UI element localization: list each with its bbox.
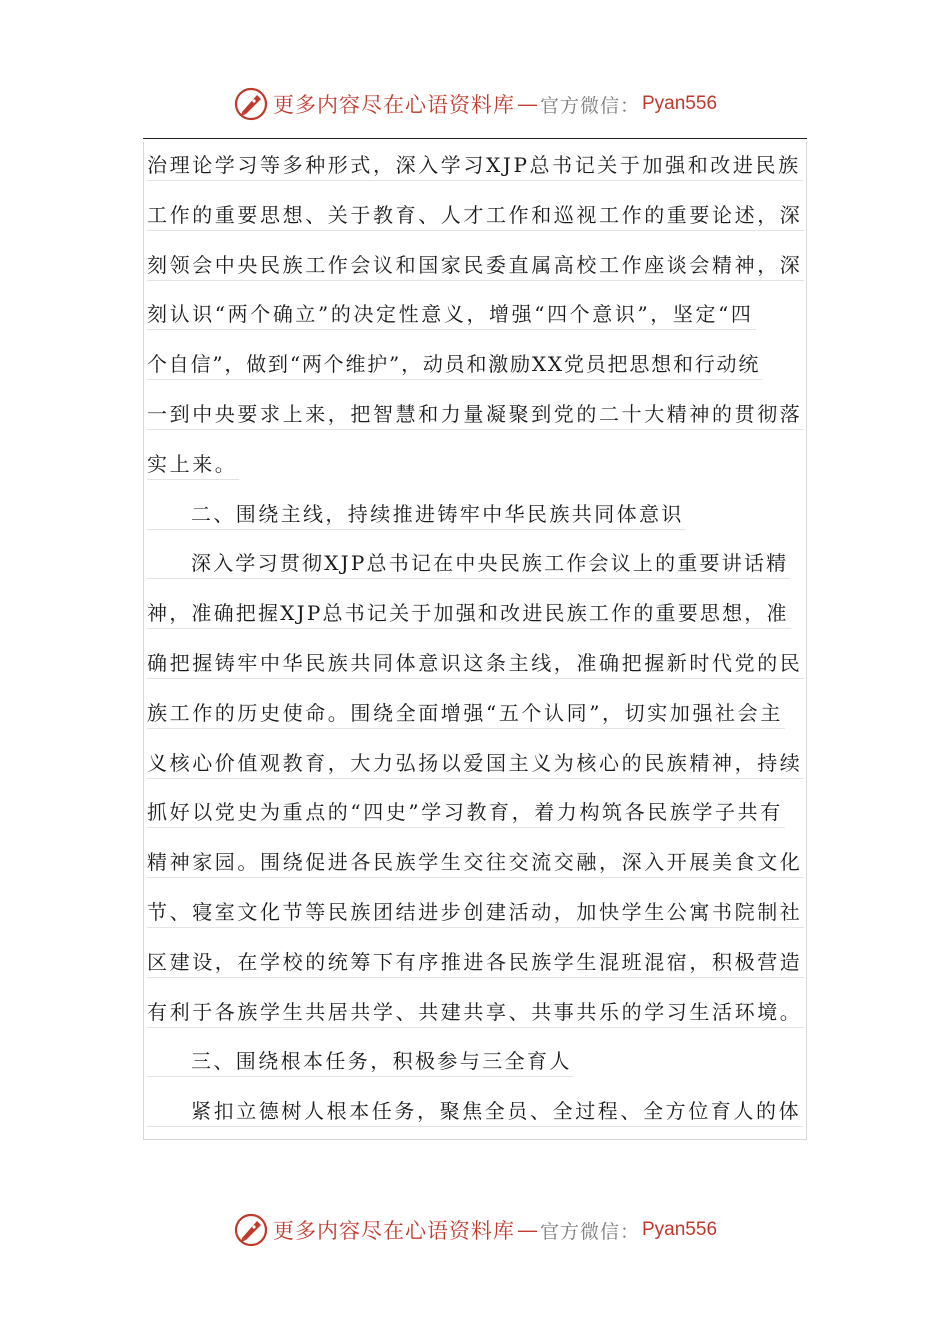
text-line: 精神家园。围绕促进各民族学生交往交流交融，深入开展美食文化	[147, 847, 803, 897]
section-heading-2: 二、围绕主线，持续推进铸牢中华民族共同体意识	[147, 499, 803, 549]
text-line: 刻认识“两个确立”的决定性意义，增强“四个意识”，坚定“四	[147, 299, 803, 349]
text-line: 神，准确把握XJP总书记关于加强和改进民族工作的重要思想，准	[147, 598, 803, 648]
text-line: 区建设，在学校的统筹下有序推进各民族学生混班混宿，积极营造	[147, 947, 803, 997]
text-line: 治理论学习等多种形式，深入学习XJP总书记关于加强和改进民族	[147, 150, 803, 200]
section-heading-3: 三、围绕根本任务，积极参与三全育人	[147, 1046, 803, 1096]
pen-nib-logo-icon	[233, 1212, 269, 1248]
banner-slogan: 更多内容尽在心语资料库	[272, 1219, 515, 1243]
banner-slogan: 更多内容尽在心语资料库	[272, 93, 515, 117]
text-line: 紧扣立德树人根本任务，聚焦全员、全过程、全方位育人的体	[147, 1096, 803, 1146]
text-line: 有利于各族学生共居共学、共建共享、共事共乐的学习生活环境。	[147, 997, 803, 1047]
banner-dash: —	[516, 92, 538, 116]
text-line: 刻领会中央民族工作会议和国家民委直属高校工作座谈会精神，深	[147, 250, 803, 300]
text-line: 深入学习贯彻XJP总书记在中央民族工作会议上的重要讲话精	[147, 548, 803, 598]
header-rule	[143, 138, 807, 139]
text-line: 一到中央要求上来，把智慧和力量凝聚到党的二十大精神的贯彻落	[147, 399, 803, 449]
text-line: 族工作的历史使命。围绕全面增强“五个认同”，切实加强社会主	[147, 698, 803, 748]
banner-wechat-id: Pyan556	[642, 93, 718, 114]
text-line: 节、寝室文化节等民族团结进步创建活动，加快学生公寓书院制社	[147, 897, 803, 947]
footer-banner	[0, 1206, 950, 1254]
text-line: 义核心价值观教育，大力弘扬以爱国主义为核心的民族精神，持续	[147, 748, 803, 798]
banner-wechat-id: Pyan556	[642, 1219, 718, 1240]
header-banner	[0, 80, 950, 128]
banner-wechat-label: 官方微信：	[539, 94, 640, 117]
pen-nib-logo-icon	[233, 86, 269, 122]
text-line: 抓好以党史为重点的“四史”学习教育，着力构筑各民族学子共有	[147, 797, 803, 847]
text-line: 实上来。	[147, 449, 803, 499]
text-line: 个自信”，做到“两个维护”，动员和激励XX党员把思想和行动统	[147, 349, 803, 399]
document-body	[147, 150, 803, 1146]
banner-wechat-label: 官方微信：	[539, 1220, 640, 1243]
text-line: 工作的重要思想、关于教育、人才工作和巡视工作的重要论述，深	[147, 200, 803, 250]
text-line: 确把握铸牢中华民族共同体意识这条主线，准确把握新时代党的民	[147, 648, 803, 698]
banner-dash: —	[516, 1218, 538, 1242]
